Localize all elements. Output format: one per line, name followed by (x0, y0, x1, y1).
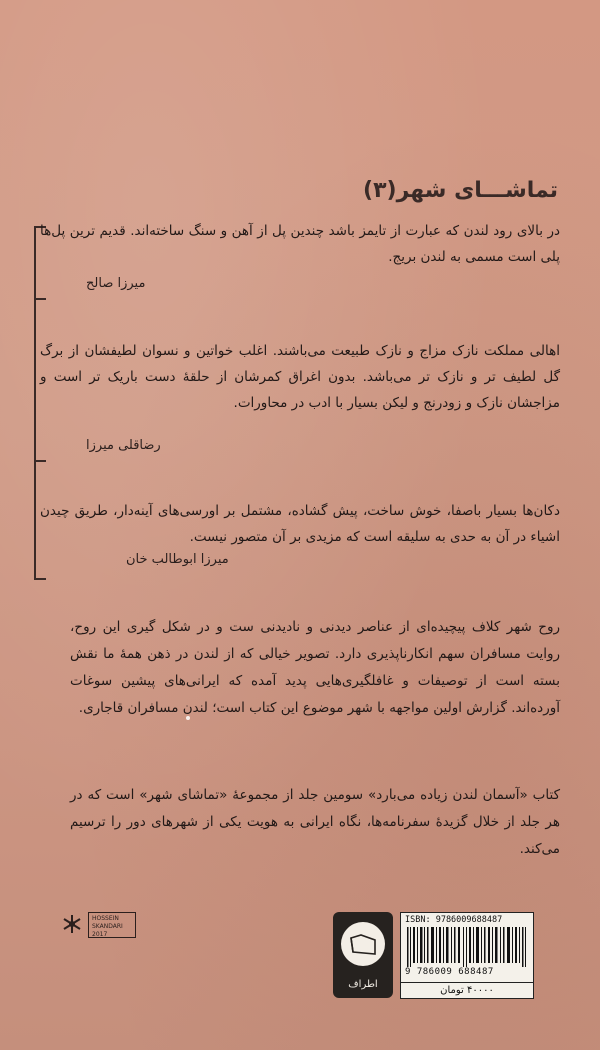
barcode-digits: 9 786009 688487 (405, 967, 494, 977)
designer-year: 2017 (92, 931, 108, 938)
series-title: تماشـــای شهر(۳) (363, 178, 558, 203)
quote-text: در بالای رود لندن که عبارت از تایمز باشد چندین پل از آهن و سنگ ساخته‌اند. قدیم ترین پل‌ها پلی است مسمی به لندن بریج. (40, 223, 560, 265)
quote-author: میرزا صالح (86, 276, 146, 291)
publisher-circle (341, 922, 385, 966)
paper-speck (186, 716, 190, 720)
quote-text: اهالی مملکت نازک مزاج و نازک طبیعت می‌باشند. اغلب خواتین و نسوان لطیفشان از برگ گل لطیف تر و نازک تر می‌باشد. بدون اغراق کمرشان از حلقهٔ دست باریک تر است و مزاجشان نازک و زودرنج و لیکن بسیار با ادب در محاورات. (40, 343, 560, 411)
quote-text: دکان‌ها بسیار باصفا، خوش ساخت، پیش گشاده، مشتمل بر اورسی‌های آینه‌دار، طریق چیدن اشیاء در آن به حدی به سلیقه است که مزیدی بر آن متصور نیست. (40, 503, 560, 545)
description-paragraph: روح شهر کلاف پیچیده‌ای از عناصر دیدنی و نادیدنی ست و در شکل گیری این روح، روایت مسافران سهم انکارناپذیری دارد. تصویر خیالی که از لندن در ذهن همهٔ ما نقش بسته است از توصیفات و غافلگیری‌هایی پدید آمده که ایرانی‌های پیشین سوغات آورده‌اند. گزارش اولین مواجهه با شهر موضوع این کتاب است؛ لندن مسافران قاجاری. (70, 619, 560, 716)
folder-icon (341, 922, 385, 966)
quotes-frame (34, 214, 560, 592)
description-paragraph: کتاب «آسمان لندن زیاده می‌بارد» سومین جلد از مجموعهٔ «تماشای شهر» است که در هر جلد از خلال گزیدهٔ سفرنامه‌ها، نگاه ایرانی به هویت یکی از شهرهای دور را ترسیم می‌کند. (70, 787, 560, 857)
frame-bracket-line (34, 226, 36, 580)
isbn-barcode-box (400, 912, 534, 990)
designer-mark-icon (62, 914, 82, 934)
publisher-logo (333, 912, 393, 998)
designer-name: HOSSEIN SKANDARI (92, 915, 123, 930)
frame-tick (34, 460, 46, 462)
designer-credit (88, 912, 136, 938)
publisher-name: اطراف (348, 979, 378, 990)
quote-author: میرزا ابوطالب خان (126, 552, 229, 567)
barcode-icon (405, 927, 529, 967)
quote-author: رضاقلی میرزا (86, 438, 161, 453)
frame-tick (34, 298, 46, 300)
frame-tick (34, 578, 46, 580)
price-label: ۴۰۰۰۰ تومان (400, 982, 534, 999)
isbn-label: ISBN: 9786009688487 (405, 915, 503, 925)
